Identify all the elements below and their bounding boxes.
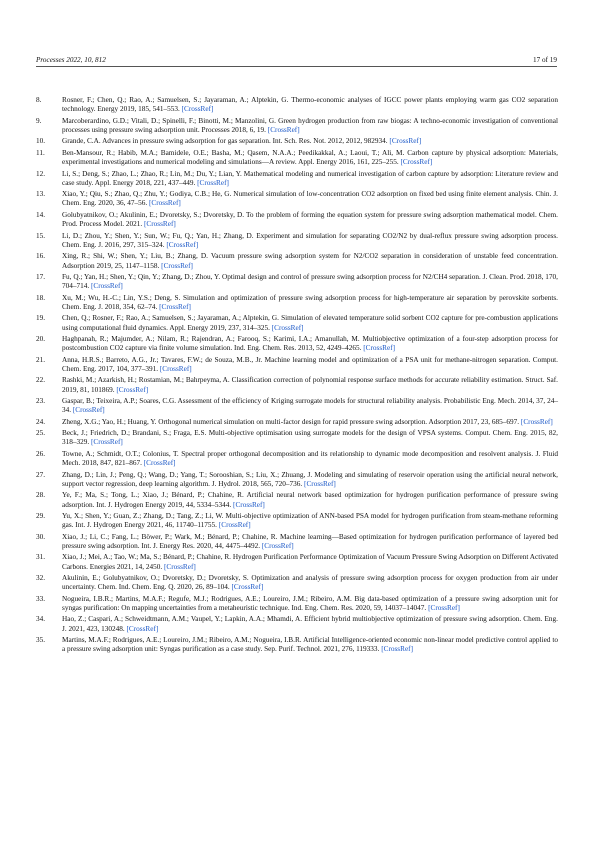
crossref-link[interactable]: [CrossRef]	[181, 105, 214, 114]
reference-body: Xiao, J.; Li, C.; Fang, L.; Böwer, P.; Wark, M.; Bénard, P.; Chahine, R. Machine learning—Based optimization for hydrogen purification performance of layered bed pressure swing adsorption. Int. J. Energy Res. 2020, 44, 4475–4492.	[62, 532, 558, 550]
reference-number: 21.	[36, 355, 46, 364]
reference-number: 20.	[36, 335, 46, 343]
reference-number: 22.	[36, 376, 46, 385]
reference-body: Grande, C.A. Advances in pressure swing adsorption for gas separation. Int. Sch. Res. Not. 2012, 2012, 982934.	[62, 137, 388, 146]
reference-item	[36, 376, 558, 395]
reference-item	[36, 273, 558, 292]
crossref-link[interactable]: [CrossRef]	[233, 500, 265, 509]
reference-number: 10.	[36, 137, 46, 146]
reference-number: 24.	[36, 417, 46, 426]
journal-citation: Processes 2022, 10, 812	[36, 56, 106, 64]
reference-number: 16.	[36, 252, 46, 261]
crossref-link[interactable]: [CrossRef]	[161, 261, 193, 270]
reference-number: 32.	[36, 574, 46, 582]
crossref-link[interactable]: [CrossRef]	[143, 459, 176, 468]
reference-item	[36, 190, 558, 209]
reference-body: Rosner, F.; Chen, Q.; Rao, A.; Samuelsen, S.; Jayaraman, A.; Alptekin, G. Thermo-economic analyses of IGCC power plants employing warm gas CO2 separation technology. Energy 2019, 185, 541–553.	[62, 96, 558, 114]
reference-number: 15.	[36, 231, 46, 240]
reference-body: Rashki, M.; Azarkish, H.; Rostamian, M.; Bahrpeyma, A. Classification correction of polynomial response surface methods for accurate reliability estimation. Struct. Saf. 2019, 81, 101869.	[62, 376, 558, 394]
crossref-link[interactable]: [CrossRef]	[400, 158, 433, 167]
reference-item	[36, 335, 558, 354]
reference-number: 13.	[36, 190, 46, 199]
crossref-link[interactable]: [CrossRef]	[126, 624, 159, 633]
crossref-link[interactable]: [CrossRef]	[428, 603, 460, 612]
crossref-link[interactable]: [CrossRef]	[163, 562, 196, 571]
reference-text	[62, 137, 558, 146]
crossref-link[interactable]: [CrossRef]	[72, 406, 105, 415]
reference-item	[36, 574, 558, 593]
reference-text	[62, 450, 558, 469]
crossref-link[interactable]: [CrossRef]	[267, 125, 300, 134]
reference-body: Akulinin, E.; Golubyatnikov, O.; Dvoretsky, D.; Dvoretsky, S. Optimization and analysis of pressure swing adsorption process for oxygen production from air under uncertainty. Chem. Ind. Chem. Eng. Q. 2020, 26, 89–104.	[62, 574, 558, 592]
reference-text	[62, 615, 558, 634]
reference-body: Golubyatnikov, O.; Akulinin, E.; Dvoretsky, S.; Dvoretsky, D. To the problem of forming the equation system for pressure swing adsorption mathematical model. Chem. Prod. Process Model. 2021.	[62, 210, 558, 229]
reference-item	[36, 397, 558, 416]
header-rule	[36, 66, 557, 67]
reference-number: 29.	[36, 511, 46, 520]
reference-item	[36, 615, 558, 634]
reference-number: 33.	[36, 594, 46, 603]
reference-body: Li, S.; Deng, S.; Zhao, L.; Zhao, R.; Lin, M.; Du, Y.; Lian, Y. Mathematical modeling and numerical investigation of carbon capture by adsorption: Literature review and case study. Appl. Energy 2018, 221, 437–449.	[62, 169, 558, 187]
reference-item	[36, 314, 558, 333]
reference-item	[36, 429, 558, 448]
reference-text	[62, 211, 558, 230]
reference-number: 23.	[36, 397, 46, 406]
reference-body: Xing, R.; Shi, W.; Shen, Y.; Liu, B.; Zhang, D. Vacuum pressure swing adsorption system for N2/CO2 separation in consideration of unstable feed concentration. Adsorption 2019, 25, 1147–1158.	[62, 252, 558, 270]
crossref-link[interactable]: [CrossRef]	[389, 137, 422, 146]
reference-item	[36, 450, 558, 469]
reference-text	[62, 574, 558, 593]
reference-number: 28.	[36, 491, 46, 500]
reference-number: 26.	[36, 449, 46, 458]
reference-text	[62, 636, 558, 655]
reference-item	[36, 553, 558, 572]
reference-body: Beck, J.; Friedrich, D.; Brandani, S.; Fraga, E.S. Multi-objective optimisation using surrogate models for the design of VPSA systems. Comput. Chem. Eng. 2015, 82, 318–329.	[62, 429, 558, 447]
reference-body: Fu, Q.; Yan, H.; Shen, Y.; Qin, Y.; Zhang, D.; Zhou, Y. Optimal design and control of pressure swing adsorption process for N2/CH4 separation. J. Clean. Prod. 2018, 170, 704–714.	[62, 272, 558, 291]
reference-item	[36, 211, 558, 230]
reference-number: 8.	[36, 96, 42, 104]
reference-text	[62, 397, 558, 416]
reference-body: Towne, A.; Schmidt, O.T.; Colonius, T. Spectral proper orthogonal decomposition and its relationship to dynamic mode decomposition and resolvent analysis. J. Fluid Mech. 2018, 847, 821–867.	[62, 449, 558, 468]
crossref-link[interactable]: [CrossRef]	[231, 583, 264, 592]
reference-body: Nogueira, I.B.R.; Martins, M.A.F.; Regufe, M.J.; Rodrigues, A.E.; Loureiro, J.M.; Ribeiro, A.M. Big data-based optimization of a pressure swing adsorption unit for syngas purification: On mapping uncertainties from a metaheuristic technique. Ind. Eng. Chem. Res. 2020, 59, 14037–14047.	[62, 594, 558, 612]
reference-item	[36, 418, 558, 427]
reference-body: Yu, X.; Shen, Y.; Guan, Z.; Zhang, D.; Tang, Z.; Li, W. Multi-objective optimization of ANN-based PSA model for hydrogen purification from steam-methane reforming gas. Int. J. Hydrogen Energy 2021, 46, 11740–11755.	[62, 511, 558, 530]
reference-body: Xiao, J.; Mei, A.; Tao, W.; Ma, S.; Bénard, P.; Chahine, R. Hydrogen Purification Performance Optimization of Vacuum Pressure Swing Adsorption on Different Activated Carbons. Energies 2021, 14, 2450.	[62, 553, 558, 571]
reference-item	[36, 533, 558, 552]
reference-body: Marcoberardino, G.D.; Vitali, D.; Spinelli, F.; Binotti, M.; Manzolini, G. Green hydrogen production from raw biogas: A techno-economic investigation of conventional processes using pressure swing adsorption unit. Processes 2018, 6, 19.	[62, 116, 558, 134]
reference-text	[62, 117, 558, 136]
reference-text	[62, 294, 558, 313]
reference-item	[36, 491, 558, 510]
reference-text	[62, 252, 558, 271]
reference-number: 12.	[36, 169, 46, 178]
reference-item	[36, 232, 558, 251]
reference-number: 25.	[36, 429, 46, 438]
reference-text	[62, 356, 558, 375]
reference-item	[36, 252, 558, 271]
reference-body: Haghpanah, R.; Majumder, A.; Nilam, R.; Rajendran, A.; Farooq, S.; Karimi, I.A.; Amanullah, M. Multiobjective optimization of a four-step adsorption process for postcombustion CO2 capture via finite volume simulation. Ind. Eng. Chem. Res. 2013, 52, 4249–4265.	[62, 335, 558, 353]
page-header	[36, 56, 557, 66]
reference-item	[36, 117, 558, 136]
crossref-link[interactable]: [CrossRef]	[261, 541, 294, 550]
reference-body: Li, D.; Zhou, Y.; Shen, Y.; Sun, W.; Fu, Q.; Yan, H.; Zhang, D. Experiment and simulation for separating CO2/N2 by dual-reflux pressure swing adsorption process. Chem. Eng. J. 2016, 297, 315–324.	[62, 231, 558, 249]
reference-body: Xiao, Y.; Qiu, S.; Zhao, Q.; Zhu, Y.; Godiya, C.B.; He, G. Numerical simulation of low-concentration CO2 adsorption on fixed bed using finite element analysis. Chin. J. Chem. Eng. 2020, 36, 47–56.	[62, 190, 558, 208]
page-number: 17 of 19	[533, 56, 557, 64]
crossref-link[interactable]: [CrossRef]	[159, 364, 192, 373]
crossref-link[interactable]: [CrossRef]	[149, 199, 181, 208]
crossref-link[interactable]: [CrossRef]	[91, 438, 123, 447]
reference-item	[36, 512, 558, 531]
crossref-link[interactable]: [CrossRef]	[197, 178, 229, 187]
reference-text	[62, 429, 558, 448]
reference-number: 35.	[36, 636, 46, 645]
reference-text	[62, 376, 558, 395]
reference-text	[62, 190, 558, 209]
reference-text	[62, 533, 558, 552]
reference-item	[36, 170, 558, 189]
reference-body: Xu, M.; Wu, H.-C.; Lin, Y.S.; Deng, S. Simulation and optimization of pressure swing adsorption process for high-temperature air separation by perovskite sorbents. Chem. Eng. J. 2018, 354, 62–74.	[62, 293, 558, 311]
reference-body: Gaspar, B.; Teixeira, A.P.; Soares, C.G. Assessment of the efficiency of Kriging surrogate models for structural reliability analysis. Probabilistic Eng. Mech. 2014, 37, 24–34.	[62, 397, 558, 415]
reference-body: Anna, H.R.S.; Barreto, A.G., Jr.; Tavares, F.W.; de Souza, M.B., Jr. Machine learning model and optimization of a PSA unit for methane-nitrogen separation. Comput. Chem. Eng. 2017, 104, 377–391.	[62, 355, 558, 373]
reference-body: Ben-Mansour, R.; Habib, M.A.; Bamidele, O.E.; Basha, M.; Qasem, N.A.A.; Peedikakkal, A.; Laoui, T.; Ali, M. Carbon capture by physical adsorption: Materials, experimental investigations and numerical modeling and simulations—A review. Appl. Energy 2016, 161, 225–255.	[62, 148, 558, 167]
crossref-link[interactable]: [CrossRef]	[520, 417, 553, 426]
reference-text	[62, 273, 558, 292]
reference-item	[36, 636, 558, 655]
reference-number: 17.	[36, 272, 46, 281]
reference-body: Zheng, X.G.; Yao, H.; Huang, Y. Orthogonal numerical simulation on multi-factor design for rapid pressure swing adsorption. Adsorption 2017, 23, 685–697.	[62, 417, 520, 426]
crossref-link[interactable]: [CrossRef]	[116, 385, 149, 394]
reference-number: 18.	[36, 293, 46, 302]
crossref-link[interactable]: [CrossRef]	[363, 344, 396, 353]
crossref-link[interactable]: [CrossRef]	[304, 479, 336, 488]
crossref-link[interactable]: [CrossRef]	[91, 282, 123, 291]
reference-text	[62, 553, 558, 572]
reference-text	[62, 595, 558, 614]
reference-body: Ye, F.; Ma, S.; Tong, L.; Xiao, J.; Bénard, P.; Chahine, R. Artificial neural network based optimization for hydrogen purification performance of pressure swing adsorption. Int. J. Hydrogen Energy 2019, 44, 5334–5344.	[62, 491, 558, 509]
reference-list	[36, 96, 558, 657]
reference-text	[62, 418, 558, 427]
reference-text	[62, 96, 558, 115]
reference-text	[62, 512, 558, 531]
reference-number: 9.	[36, 116, 42, 125]
reference-text	[62, 232, 558, 251]
crossref-link[interactable]: [CrossRef]	[166, 240, 199, 249]
reference-text	[62, 335, 558, 354]
reference-body: Martins, M.A.F.; Rodrigues, A.E.; Loureiro, J.M.; Ribeiro, A.M.; Nogueira, I.B.R. Artificial Intelligence-oriented economic non-linear model predictive control applied to a pressure swing adsorption unit: Syngas purification as a case study. Sep. Purif. Technol. 2021, 276, 119333.	[62, 636, 558, 654]
reference-text	[62, 491, 558, 510]
crossref-link[interactable]: [CrossRef]	[271, 323, 304, 332]
reference-body: Chen, Q.; Rosner, F.; Rao, A.; Samuelsen, S.; Jayaraman, A.; Alptekin, G. Simulation of elevated temperature solid sorbent CO2 capture for pre-combustion applications using computational fluid dynamics. Appl. Energy 2019, 237, 314–325.	[62, 314, 558, 332]
reference-number: 11.	[36, 148, 45, 157]
reference-item	[36, 149, 558, 168]
reference-item	[36, 595, 558, 614]
crossref-link[interactable]: [CrossRef]	[143, 220, 176, 229]
reference-text	[62, 149, 558, 168]
reference-text	[62, 471, 558, 490]
crossref-link[interactable]: [CrossRef]	[218, 521, 251, 530]
reference-number: 14.	[36, 210, 46, 219]
reference-number: 31.	[36, 553, 46, 562]
reference-number: 27.	[36, 470, 46, 479]
reference-item	[36, 356, 558, 375]
reference-body: Zhang, D.; Lin, J.; Peng, Q.; Wang, D.; Yang, T.; Sorooshian, S.; Liu, X.; Zhuang, J. Modeling and simulating of reservoir operation using the artificial neural network, support vector regression, deep learning algorithm. J. Hydrol. 2018, 565, 720–736.	[62, 470, 558, 488]
crossref-link[interactable]: [CrossRef]	[381, 645, 414, 654]
reference-item	[36, 96, 558, 115]
reference-text	[62, 170, 558, 189]
reference-text	[62, 314, 558, 333]
crossref-link[interactable]: [CrossRef]	[159, 302, 191, 311]
reference-item	[36, 471, 558, 490]
reference-number: 30.	[36, 532, 46, 541]
reference-item	[36, 294, 558, 313]
reference-item	[36, 137, 558, 146]
reference-number: 19.	[36, 314, 46, 323]
reference-body: Hao, Z.; Caspari, A.; Schweidtmann, A.M.; Vaupel, Y.; Lapkin, A.A.; Mhamdi, A. Efficient hybrid multiobjective optimization of pressure swing adsorption. Chem. Eng. J. 2021, 423, 130248.	[62, 615, 558, 633]
reference-number: 34.	[36, 615, 46, 624]
